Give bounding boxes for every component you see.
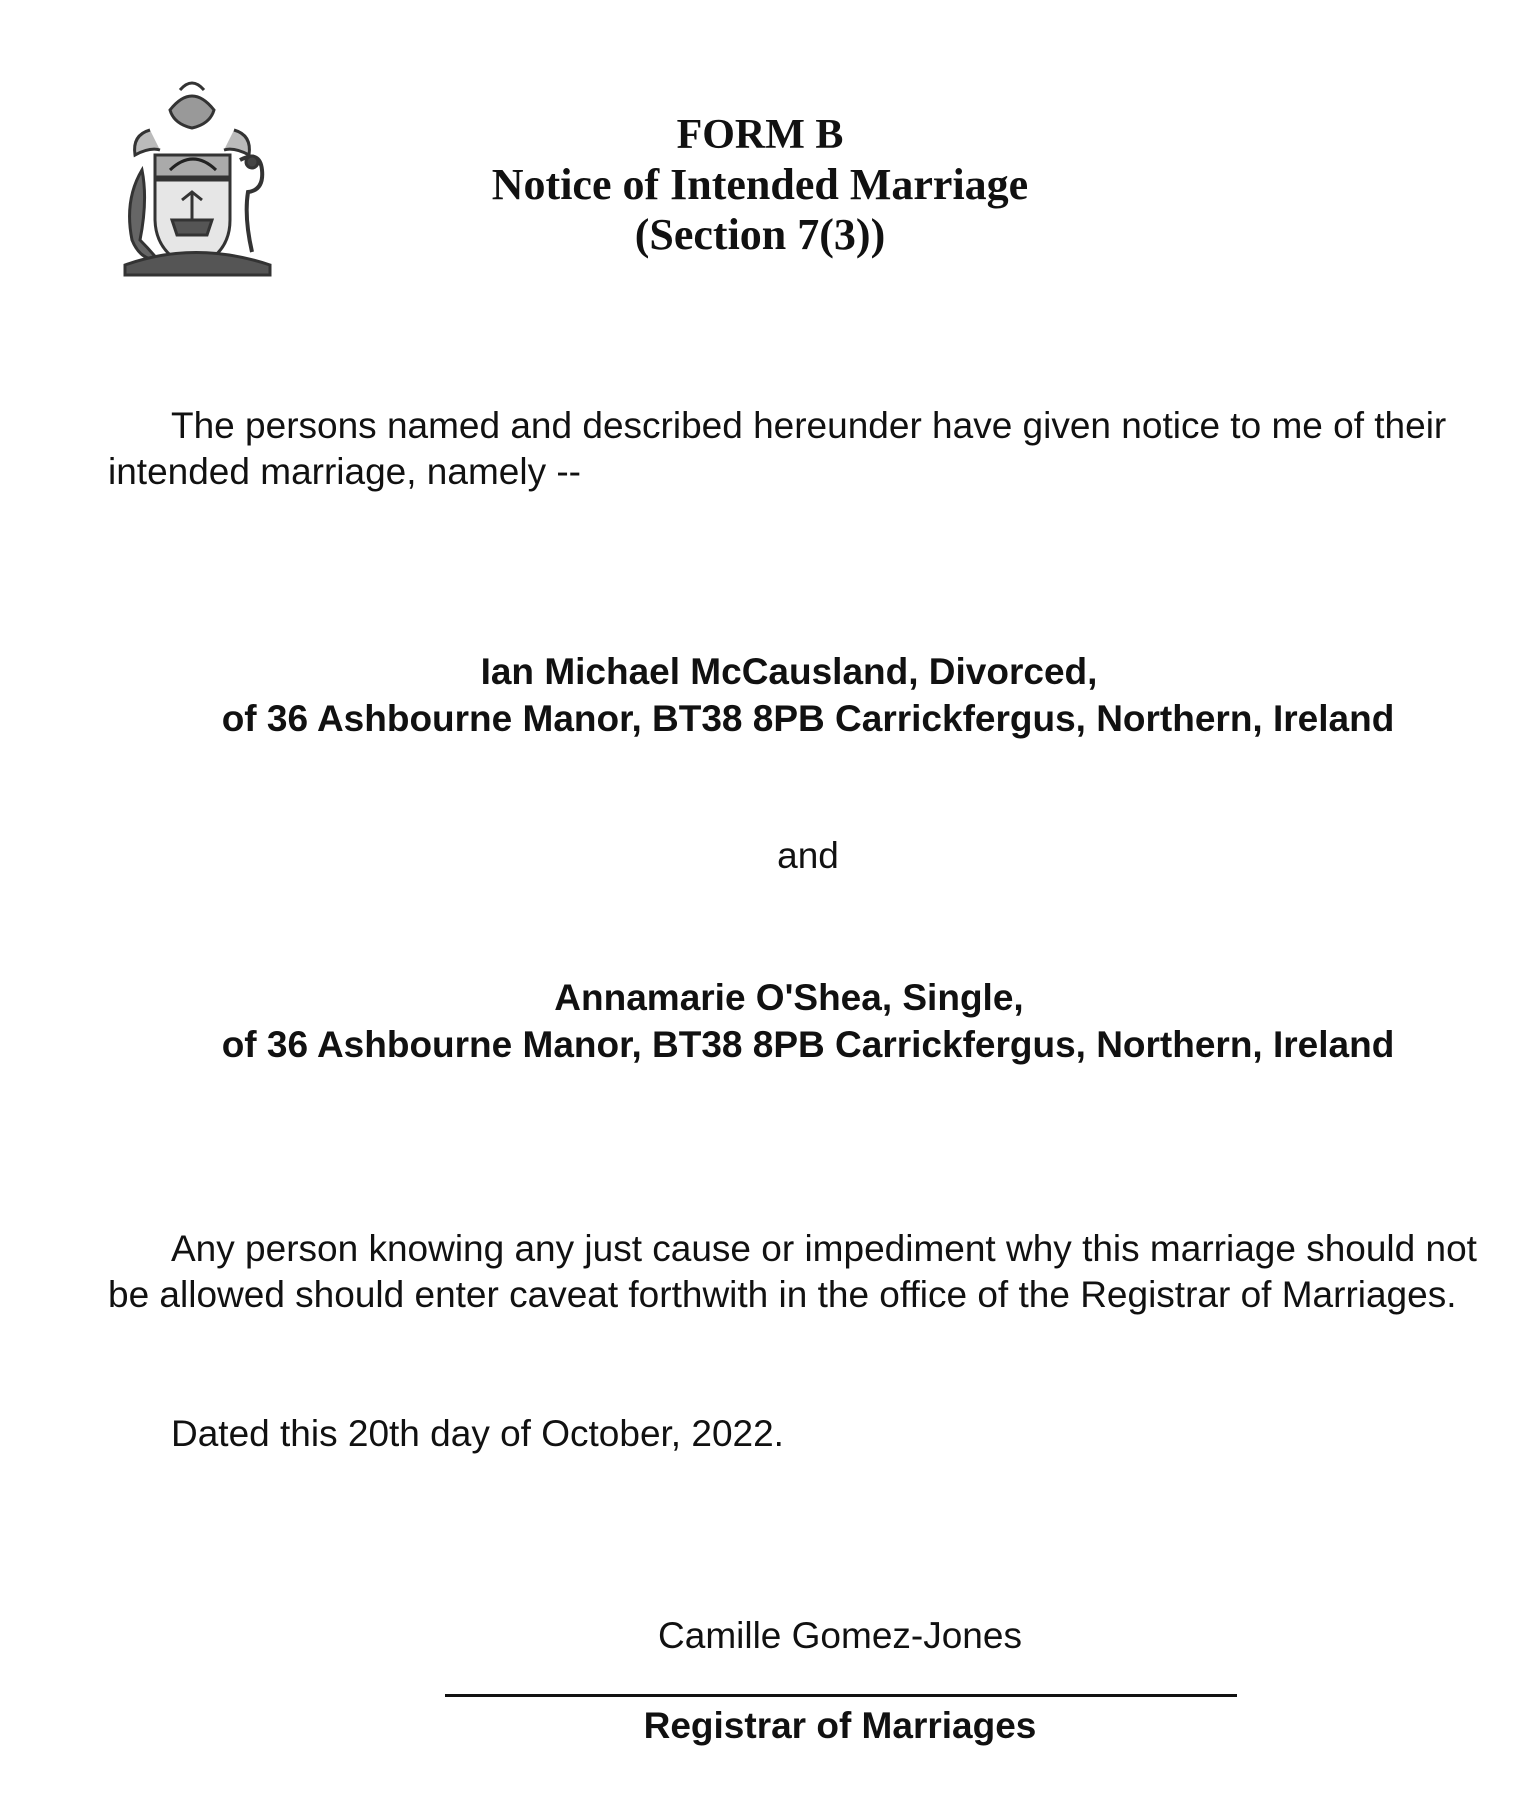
- document-title: Notice of Intended Marriage: [491, 160, 1029, 209]
- caveat-paragraph: Any person knowing any just cause or impediment why this marriage should not be allowed should enter caveat forthwith in the office of the Registrar of Marriages.: [108, 1228, 1477, 1315]
- party-2-name: Annamarie O'Shea, Single,: [554, 977, 1024, 1018]
- intro-paragraph: The persons named and described hereunder have given notice to me of their intended marriage, namely --: [108, 405, 1447, 492]
- form-label: FORM B: [676, 112, 844, 158]
- form-header: [400, 110, 1120, 260]
- registrar-name: Camille Gomez-Jones: [658, 1615, 1022, 1656]
- party-1: [108, 648, 1508, 742]
- conjunction-text: and: [777, 835, 839, 876]
- party-2: [108, 974, 1508, 1068]
- signature-line: [445, 1694, 1237, 1697]
- coat-of-arms-icon: [110, 80, 275, 280]
- party-1-name: Ian Michael McCausland, Divorced,: [480, 651, 1098, 692]
- party-2-address: of 36 Ashbourne Manor, BT38 8PB Carrickfergus, Northern, Ireland: [221, 1024, 1395, 1065]
- registrar-title: Registrar of Marriages: [643, 1705, 1037, 1746]
- section-reference: (Section 7(3)): [634, 210, 886, 259]
- date-line: Dated this 20th day of October, 2022.: [171, 1413, 784, 1454]
- party-1-address: of 36 Ashbourne Manor, BT38 8PB Carrickfergus, Northern, Ireland: [221, 698, 1395, 739]
